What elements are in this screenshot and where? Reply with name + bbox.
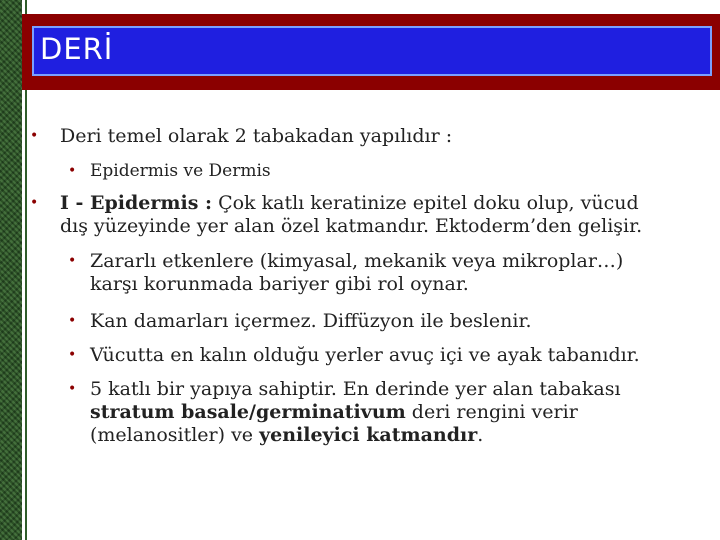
bullet-2-sub-4-line-1: 5 katlı bir yapıya sahiptir. En derinde yer alan tabakası <box>90 378 621 400</box>
bullet-2-sub-3-text: Vücutta en kalın olduğu yerler avuç içi ve ayak tabanıdır. <box>90 344 640 366</box>
decorative-left-strip <box>0 0 22 540</box>
epidermis-label: I - Epidermis : <box>60 192 213 214</box>
bullet-2-line-1-text: Çok katlı keratinize epitel doku olup, vücud <box>212 192 639 214</box>
regenerative-layer-term: yenileyici katmandır <box>259 424 478 446</box>
bullet-icon: • <box>68 347 77 363</box>
bullet-2-sub-4-line-3-end: . <box>477 424 484 446</box>
slide-content <box>30 0 720 540</box>
bullet-icon: • <box>30 128 39 144</box>
bullet-2-sub-1-line-2: karşı korunmada bariyer gibi rol oynar. <box>90 273 469 295</box>
slide-title: DERİ <box>40 32 114 66</box>
bullet-icon: • <box>68 253 77 269</box>
bullet-2-sub-4-line-3-start: (melanositler) ve <box>90 424 260 446</box>
bullet-2-line-1 <box>60 192 639 215</box>
bullet-icon: • <box>30 195 39 211</box>
bullet-icon: • <box>68 313 77 329</box>
bullet-2-sub-4-line-2-text: deri rengini verir <box>405 401 578 423</box>
bullet-2-sub-4-line-2 <box>90 401 578 424</box>
bullet-1-sub-text: Epidermis ve Dermis <box>90 161 271 181</box>
bullet-2-line-2: dış yüzeyinde yer alan özel katmandır. Ektoderm’den gelişir. <box>60 215 643 237</box>
bullet-2-sub-4-line-3 <box>90 424 483 447</box>
bullet-icon: • <box>68 381 77 397</box>
bullet-1-text: Deri temel olarak 2 tabakadan yapılıdır : <box>60 125 453 147</box>
bullet-2-sub-1-line-1: Zararlı etkenlere (kimyasal, mekanik veya mikroplar…) <box>90 250 624 272</box>
stratum-basale-term: stratum basale/germinativum <box>90 401 406 423</box>
bullet-icon: • <box>68 163 77 179</box>
bullet-2-sub-2-text: Kan damarları içermez. Diffüzyon ile beslenir. <box>90 310 532 332</box>
